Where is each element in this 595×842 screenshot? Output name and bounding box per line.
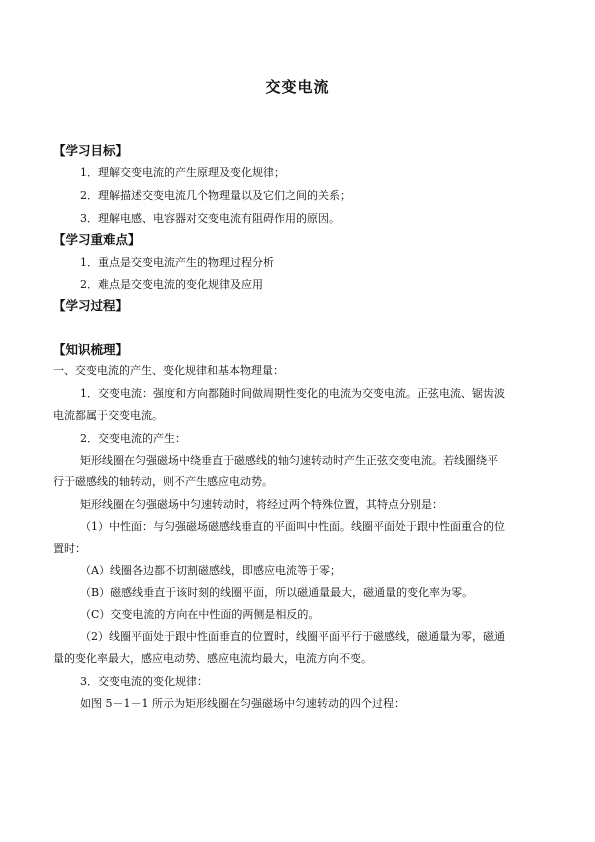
knowledge-line-6: 行于磁感线的轴转动，则不产生感应电动势。	[53, 475, 273, 488]
knowledge-line-15: 3．交变电流的变化规律：	[80, 675, 208, 688]
goal-item-2: 2．理解描述交变电流几个物理量以及它们之间的关系；	[80, 189, 351, 202]
knowledge-line-5: 矩形线圈在匀强磁场中绕垂直于磁感线的轴匀速转动时产生正弦交变电流。若线圈绕平	[80, 454, 498, 467]
knowledge-line-7: 矩形线圈在匀强磁场中匀速转动时，将经过两个特殊位置，其特点分别是：	[80, 498, 443, 511]
knowledge-line-14: 量的变化率最大，感应电动势、感应电流均最大，电流方向不变。	[53, 652, 372, 665]
section-heading-process: 【学习过程】	[53, 298, 129, 313]
goal-item-1: 1．理解交变电流的产生原理及变化规律；	[80, 166, 285, 179]
knowledge-line-11: （B）磁感线垂直于该时刻的线圈平面，所以磁通量最大，磁通量的变化率为零。	[80, 586, 474, 599]
knowledge-line-12: （C）交变电流的方向在中性面的两侧是相反的。	[80, 608, 320, 621]
section-heading-goals: 【学习目标】	[53, 143, 129, 158]
knowledge-line-8: （1）中性面：与匀强磁场磁感线垂直的平面叫中性面。线圈平面处于跟中性面重合的位	[80, 520, 505, 533]
key-point-item-2: 2．难点是交变电流的变化规律及应用	[80, 278, 263, 291]
section-heading-key-points: 【学习重难点】	[53, 232, 141, 247]
knowledge-line-3: 电流都属于交变电流。	[53, 409, 163, 422]
key-point-item-1: 1．重点是交变电流产生的物理过程分析	[80, 256, 274, 269]
section-heading-knowledge: 【知识梳理】	[53, 342, 129, 357]
knowledge-line-13: （2）线圈平面处于跟中性面垂直的位置时，线圈平面平行于磁感线，磁通量为零，磁通	[80, 630, 505, 643]
knowledge-line-1: 一、交变电流的产生、变化规律和基本物理量：	[53, 364, 284, 377]
knowledge-line-16: 如图 5－1－1 所示为矩形线圈在匀强磁场中匀速转动的四个过程：	[80, 697, 405, 710]
knowledge-line-4: 2．交变电流的产生：	[80, 432, 186, 445]
knowledge-line-2: 1．交变电流：强度和方向都随时间做周期性变化的电流为交变电流。正弦电流、锯齿波	[80, 387, 505, 400]
goal-item-3: 3．理解电感、电容器对交变电流有阻碍作用的原因。	[80, 212, 340, 225]
page-title: 交变电流	[265, 78, 330, 96]
knowledge-line-9: 置时：	[53, 542, 86, 555]
knowledge-line-10: （A）线圈各边都不切割磁感线，即感应电流等于零；	[80, 564, 341, 577]
